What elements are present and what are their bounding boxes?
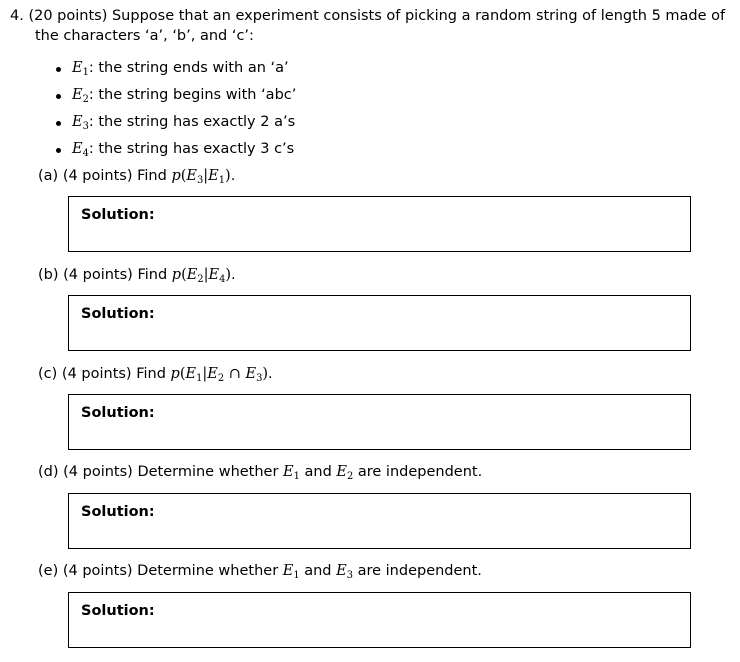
- part-c-question: (c) (4 points) Find $p(E_1|E_2$ ∩ $E_3$).: [38, 366, 273, 384]
- event-symbol: $E_3$: [72, 114, 89, 132]
- event-symbol: $E_2$: [72, 87, 89, 105]
- solution-box-a[interactable]: [68, 196, 691, 252]
- event-symbol: $E_1$: [72, 60, 89, 78]
- part-d-question: (d) (4 points) Determine whether $E_1$ and $E_2$ are independent.: [38, 464, 483, 482]
- part-points: (4 points): [61, 366, 132, 382]
- event-description: : the string begins with ‘abc’: [88, 87, 297, 103]
- part-b-question: (b) (4 points) Find $p(E_2|E_4)$.: [38, 267, 236, 285]
- part-label: (a): [38, 168, 59, 184]
- part-a-question: (a) (4 points) Find $p(E_3|E_1)$.: [38, 168, 236, 186]
- part-label: (d): [38, 464, 59, 480]
- part-label: (b): [38, 267, 59, 283]
- solution-box-e[interactable]: [68, 592, 691, 648]
- part-label: (c): [38, 366, 58, 382]
- solution-label: Solution:: [81, 603, 155, 619]
- event-description: : the string ends with an ‘a’: [88, 60, 289, 76]
- conditional-probability: $p(E_3|E_1)$: [171, 168, 231, 186]
- event-symbol: $E_4$: [72, 141, 89, 159]
- problem-number: 4.: [10, 8, 24, 24]
- solution-label: Solution:: [81, 504, 155, 520]
- problem-statement-line1: [10, 8, 725, 24]
- solution-box-d[interactable]: [68, 493, 691, 549]
- event-description: : the string has exactly 3 c’s: [88, 141, 295, 157]
- conditional-probability: $p(E_2|E_4)$: [171, 267, 232, 285]
- part-points: (4 points): [63, 267, 133, 283]
- solution-box-b[interactable]: [68, 295, 691, 351]
- conditional-probability: $p(E_1|E_2$ ∩ $E_3$): [170, 366, 269, 384]
- problem-statement-line2: the characters ‘a’, ‘b’, and ‘c’:: [35, 28, 254, 44]
- part-points: (4 points): [62, 563, 133, 579]
- solution-label: Solution:: [81, 306, 155, 322]
- part-e-question: (e) (4 points) Determine whether $E_1$ and $E_3$ are independent.: [38, 563, 482, 581]
- bullet-icon: [56, 121, 61, 126]
- part-points: (4 points): [62, 168, 133, 184]
- event-description: : the string has exactly 2 a’s: [88, 114, 296, 130]
- solution-label: Solution:: [81, 207, 155, 223]
- solution-box-c[interactable]: [68, 394, 691, 450]
- part-label: (e): [38, 563, 59, 579]
- bullet-icon: [56, 67, 61, 72]
- part-points: (4 points): [63, 464, 133, 480]
- problem-intro: (20 points) Suppose that an experiment consists of picking a random string of length 5 made of: [28, 8, 726, 24]
- solution-label: Solution:: [81, 405, 155, 421]
- bullet-icon: [56, 148, 61, 153]
- bullet-icon: [56, 94, 61, 99]
